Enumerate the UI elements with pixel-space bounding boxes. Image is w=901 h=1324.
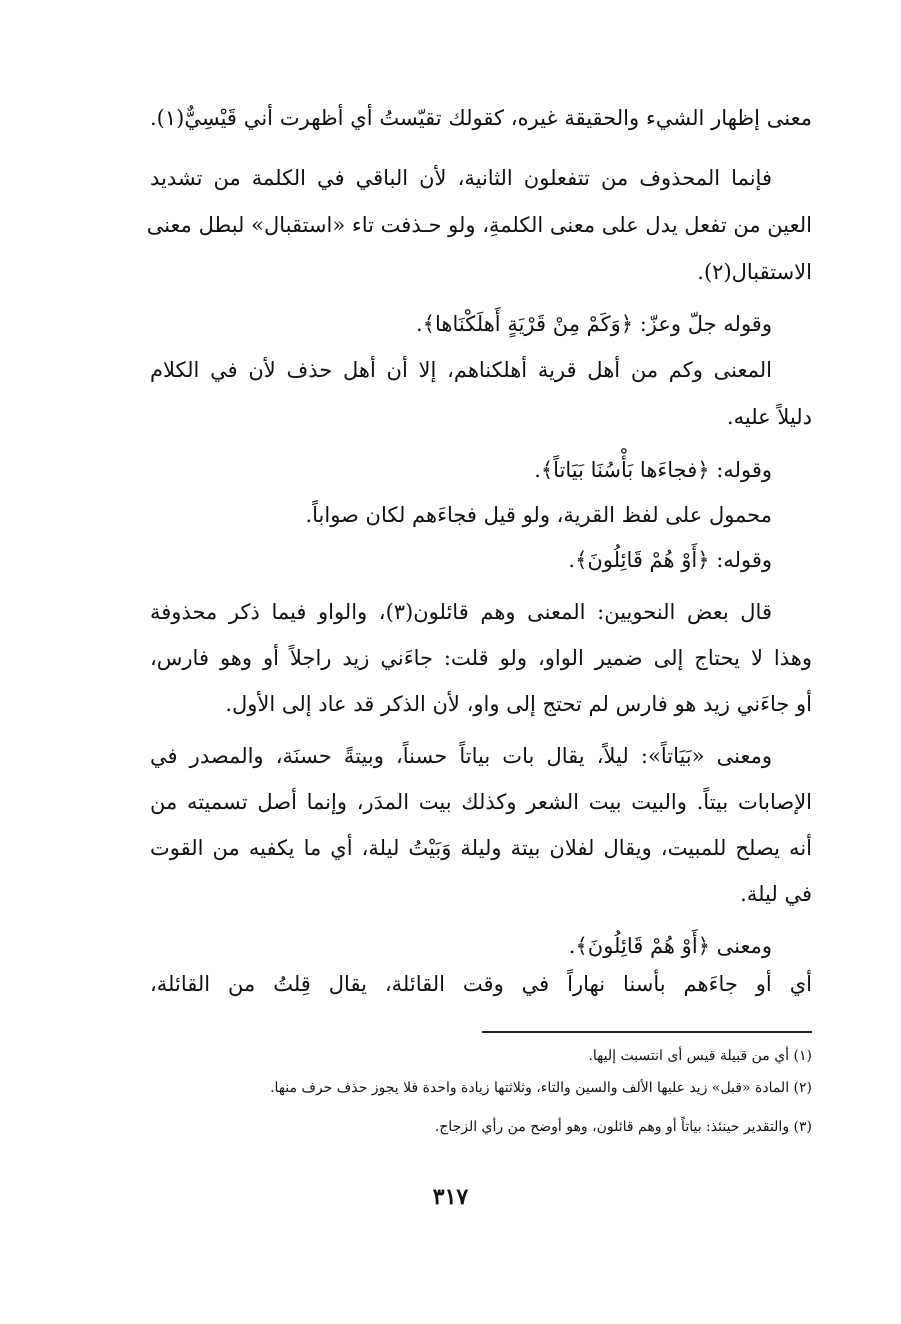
body-line: أنه يصلح للمبيت، ويقال لفلان بيتة وليلة وَبَيْتُ ليلة، أي ما يكفيه من القوت (150, 836, 812, 860)
body-line: أي أو جاءَهم بأسنا نهاراً في وقت القائلة، يقال قِلتُ من القائلة، (150, 972, 812, 996)
body-line: الاستقبال(٢). (697, 260, 812, 284)
body-line: وقوله: ﴿أَوْ هُمْ قَائِلُونَ﴾. (568, 548, 772, 572)
body-line: وقوله جلّ وعزّ: ﴿وَكَمْ مِنْ قَرْيَةٍ أَهلَكْنَاها﴾. (416, 312, 772, 336)
footnote: (١) أي من قبيلة قيس أى انتسبت إليها. (588, 1048, 812, 1064)
body-line: المعنى وكم من أهل قرية أهلكناهم، إلا أن أهل حذف لأن في الكلام (150, 358, 772, 382)
body-line: محمول على لفظ القرية، ولو قيل فجاءَهم لكان صواباً. (305, 503, 772, 527)
page-body (146, 0, 812, 1324)
body-line: في ليلة. (740, 882, 812, 906)
body-line: معنى إظهار الشيء والحقيقة غيره، كقولك تقيّستُ أي أظهرت أني قَيْسِيٌّ(١). (150, 106, 812, 130)
page-number: ٣١٧ (432, 1184, 469, 1210)
body-line: الإصابات بيتاً. والبيت بيت الشعر وكذلك بيت المدَر، وإنما أصل تسميته من (150, 790, 812, 814)
body-line: دليلاً عليه. (726, 405, 812, 429)
body-line: ومعنى «بَيَاتاً»: ليلاً، يقال بات بياتاً حسناً، وبيتةً حسنَة، والمصدر في (150, 744, 772, 768)
body-line: وهذا لا يحتاج إلى ضمير الواو، ولو قلت: جاءَني زيد راجلاً أو وهو فارس، (150, 646, 812, 670)
body-line: قال بعض النحويين: المعنى وهم قائلون(٣)، والواو فيما ذكر محذوفة (150, 600, 772, 624)
footnote: (٣) والتقدير حينئذ: بياتاً أو وهم قائلون، وهو أوضح من رأي الزجاج. (434, 1119, 812, 1135)
body-line: فإنما المحذوف من تتفعلون الثانية، لأن الباقي في الكلمة من تشديد (150, 166, 772, 190)
footnote: (٢) المادة «قبل» زيد عليها الألف والسين والتاء، وثلاثتها زيادة واحدة فلا يجوز حذف حرف منها. (270, 1080, 812, 1096)
body-line: أو جاءَني زيد هو فارس لم تحتج إلى واو، لأن الذكر قد عاد إلى الأول. (225, 692, 812, 716)
footnote-separator (482, 1031, 812, 1033)
body-line: ومعنى ﴿أَوْ هُمْ قَائِلُونَ﴾. (568, 934, 772, 958)
body-line: العين من تفعل يدل على معنى الكلمةِ، ولو حـذفت تاء «استقبال» لبطل معنى (146, 213, 812, 237)
body-line: وقوله: ﴿فجاءَها بَأْسُنَا بَيَاتاً﴾. (534, 458, 772, 482)
